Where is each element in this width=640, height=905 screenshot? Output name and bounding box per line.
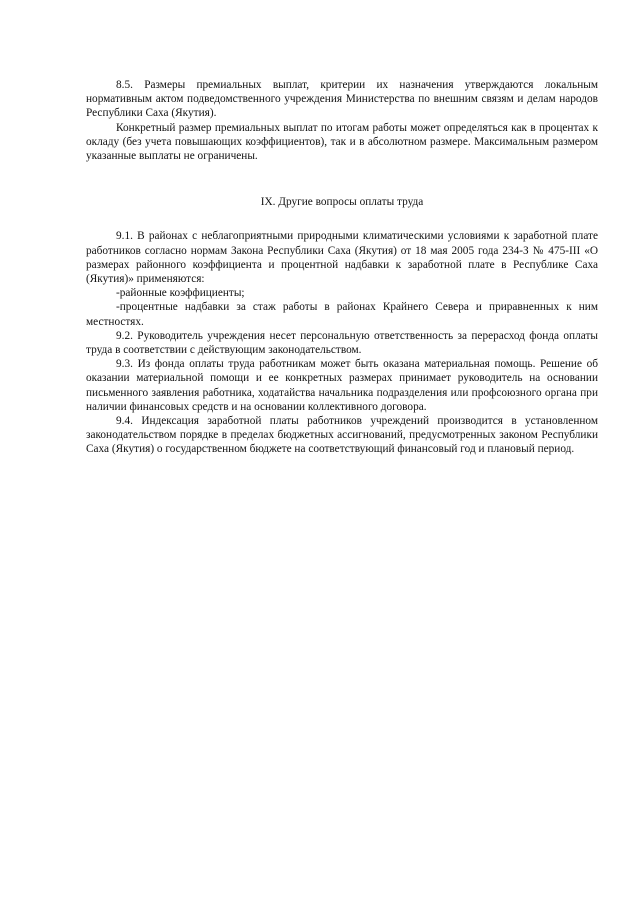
list-item-percentage-allowances: -процентные надбавки за стаж работы в районах Крайнего Севера и приравненных к ним местностях. bbox=[86, 301, 598, 328]
paragraph-8-5: 8.5. Размеры премиальных выплат, критерии их назначения утверждаются локальным нормативным актом подведомственного учреждения Министерства по внешним связям и делам народов Республики Саха (Якутия). bbox=[86, 79, 598, 120]
paragraph-9-3: 9.3. Из фонда оплаты труда работникам может быть оказана материальная помощь. Решение об оказании материальной помощи и ее конкретных размерах принимает руководитель на основании письменного заявления работника, ходатайства начальника подразделения или профсоюзного органа при наличии финансовых средств и на основании коллективного договора. bbox=[86, 358, 598, 413]
paragraph-9-4: 9.4. Индексация заработной платы работников учреждений производится в установленном законодательством порядке в пределах бюджетных ассигнований, предусмотренных законом Республики Саха (Якутия) о государственном бюджете на соответствующий финансовый год и плановый период. bbox=[86, 415, 598, 456]
paragraph-premium-size: Конкретный размер премиальных выплат по итогам работы может определяться как в процентах к окладу (без учета повышающих коэффициентов), так и в абсолютном размере. Максимальным размером указанные выплаты не ограничены. bbox=[86, 121, 598, 163]
document-page bbox=[86, 78, 598, 457]
paragraph-9-1: 9.1. В районах с неблагоприятными природными климатическими условиями к заработной плате работников согласно нормам Закона Республики Саха (Якутия) от 18 мая 2005 года 234-З № 475-III «О размерах районного коэффициента и процентной надбавки к заработной плате в Республике Саха (Якутия)» применяются: bbox=[86, 230, 598, 286]
list-item-district-coefficients: -районные коэффициенты; bbox=[116, 287, 245, 300]
paragraph-9-2: 9.2. Руководитель учреждения несет персональную ответственность за перерасход фонда оплаты труда в соответствии с действующим законодательством. bbox=[86, 329, 598, 357]
section-heading-ix: IX. Другие вопросы оплаты труда bbox=[260, 196, 424, 209]
